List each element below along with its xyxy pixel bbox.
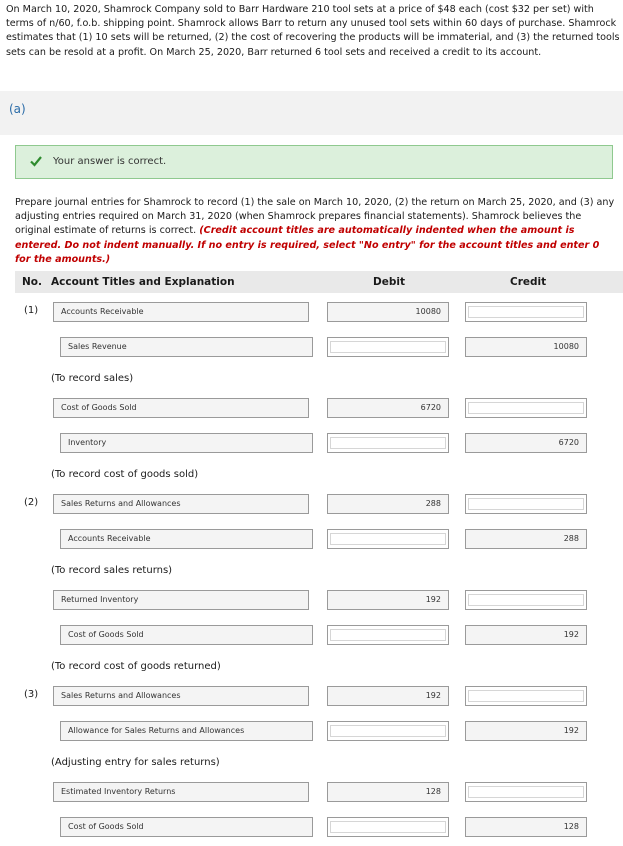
credit-amount-field[interactable]: 192 — [465, 625, 587, 645]
entry-memo: (To record cost of goods returned) — [51, 661, 221, 672]
entry-number: (2) — [24, 497, 39, 508]
credit-input-box — [468, 498, 584, 510]
credit-amount-field[interactable]: 10080 — [465, 337, 587, 357]
credit-amount-field[interactable]: 6720 — [465, 433, 587, 453]
debit-amount-field[interactable]: 192 — [327, 686, 449, 706]
credit-amount-field[interactable]: 128 — [465, 817, 587, 837]
debit-amount-field[interactable]: 128 — [327, 782, 449, 802]
account-title-field[interactable]: Estimated Inventory Returns — [53, 782, 309, 802]
debit-amount-field[interactable]: 6720 — [327, 398, 449, 418]
debit-amount-field[interactable] — [327, 625, 449, 645]
credit-amount-field[interactable] — [465, 782, 587, 802]
instructions-note: (Credit account titles are automatically indented when the amount is entered. Do not indent manually. If no entry is required, select "No entry" for the account titles and enter 0 for the amounts.) — [15, 225, 600, 265]
debit-input-box — [330, 437, 446, 449]
account-title-field[interactable]: Sales Revenue — [60, 337, 313, 357]
entry-memo: (To record cost of goods sold) — [51, 469, 199, 480]
instructions — [15, 196, 615, 267]
instructions-main: Prepare journal entries for Shamrock to record (1) the sale on March 10, 2020, (2) the return on March 25, 2020, and (3) any adjusting entries required on March 31, 2020 (when Shamrock prepares financial statements). Shamrock believes the original estimate of returns is correct. — [15, 197, 615, 237]
account-title-field[interactable]: Cost of Goods Sold — [53, 398, 309, 418]
credit-input-box — [468, 786, 584, 798]
journal-table-header — [15, 271, 623, 293]
answer-status-text: Your answer is correct. — [53, 156, 167, 167]
entry-memo: (To record sales returns) — [51, 565, 173, 576]
entry-number: (1) — [24, 305, 39, 316]
credit-amount-field[interactable] — [465, 686, 587, 706]
debit-input-box — [330, 725, 446, 737]
debit-amount-field[interactable] — [327, 337, 449, 357]
debit-amount-field[interactable] — [327, 529, 449, 549]
credit-amount-field[interactable] — [465, 398, 587, 418]
debit-amount-field[interactable]: 10080 — [327, 302, 449, 322]
account-title-field[interactable]: Accounts Receivable — [60, 529, 313, 549]
credit-amount-field[interactable] — [465, 590, 587, 610]
header-credit: Credit — [510, 276, 547, 288]
debit-input-box — [330, 533, 446, 545]
account-title-field[interactable]: Allowance for Sales Returns and Allowances — [60, 721, 313, 741]
debit-amount-field[interactable] — [327, 433, 449, 453]
part-header — [0, 91, 623, 135]
debit-input-box — [330, 341, 446, 353]
account-title-field[interactable]: Sales Returns and Allowances — [53, 494, 309, 514]
account-title-field[interactable]: Returned Inventory — [53, 590, 309, 610]
account-title-field[interactable]: Accounts Receivable — [53, 302, 309, 322]
checkmark-icon — [30, 155, 42, 167]
credit-input-box — [468, 402, 584, 414]
account-title-field[interactable]: Sales Returns and Allowances — [53, 686, 309, 706]
account-title-field[interactable]: Inventory — [60, 433, 313, 453]
entry-memo: (Adjusting entry for sales returns) — [51, 757, 220, 768]
debit-amount-field[interactable] — [327, 817, 449, 837]
entry-memo: (To record sales) — [51, 373, 134, 384]
debit-amount-field[interactable]: 288 — [327, 494, 449, 514]
part-label: (a) — [9, 102, 26, 116]
header-account: Account Titles and Explanation — [51, 276, 235, 288]
debit-input-box — [330, 821, 446, 833]
problem-text: On March 10, 2020, Shamrock Company sold to Barr Hardware 210 tool sets at a price of $48 each (cost $32 per set) with terms of n/60, f.o.b. shipping point. Shamrock allows Barr to return any unused tool sets within 60 days of purchase. Shamrock estimates that (1) 10 sets will be returned, (2) the cost of recovering the products will be immaterial, and (3) the returned tools sets can be resold at a profit. On March 25, 2020, Barr returned 6 tool sets and received a credit to its account. — [6, 4, 620, 58]
debit-amount-field[interactable] — [327, 721, 449, 741]
credit-amount-field[interactable] — [465, 302, 587, 322]
answer-status-banner — [15, 145, 613, 179]
debit-input-box — [330, 629, 446, 641]
entry-number: (3) — [24, 689, 39, 700]
credit-input-box — [468, 690, 584, 702]
header-no: No. — [22, 276, 42, 288]
debit-amount-field[interactable]: 192 — [327, 590, 449, 610]
credit-input-box — [468, 306, 584, 318]
account-title-field[interactable]: Cost of Goods Sold — [60, 625, 313, 645]
credit-input-box — [468, 594, 584, 606]
credit-amount-field[interactable] — [465, 494, 587, 514]
account-title-field[interactable]: Cost of Goods Sold — [60, 817, 313, 837]
credit-amount-field[interactable]: 192 — [465, 721, 587, 741]
credit-amount-field[interactable]: 288 — [465, 529, 587, 549]
header-debit: Debit — [373, 276, 405, 288]
